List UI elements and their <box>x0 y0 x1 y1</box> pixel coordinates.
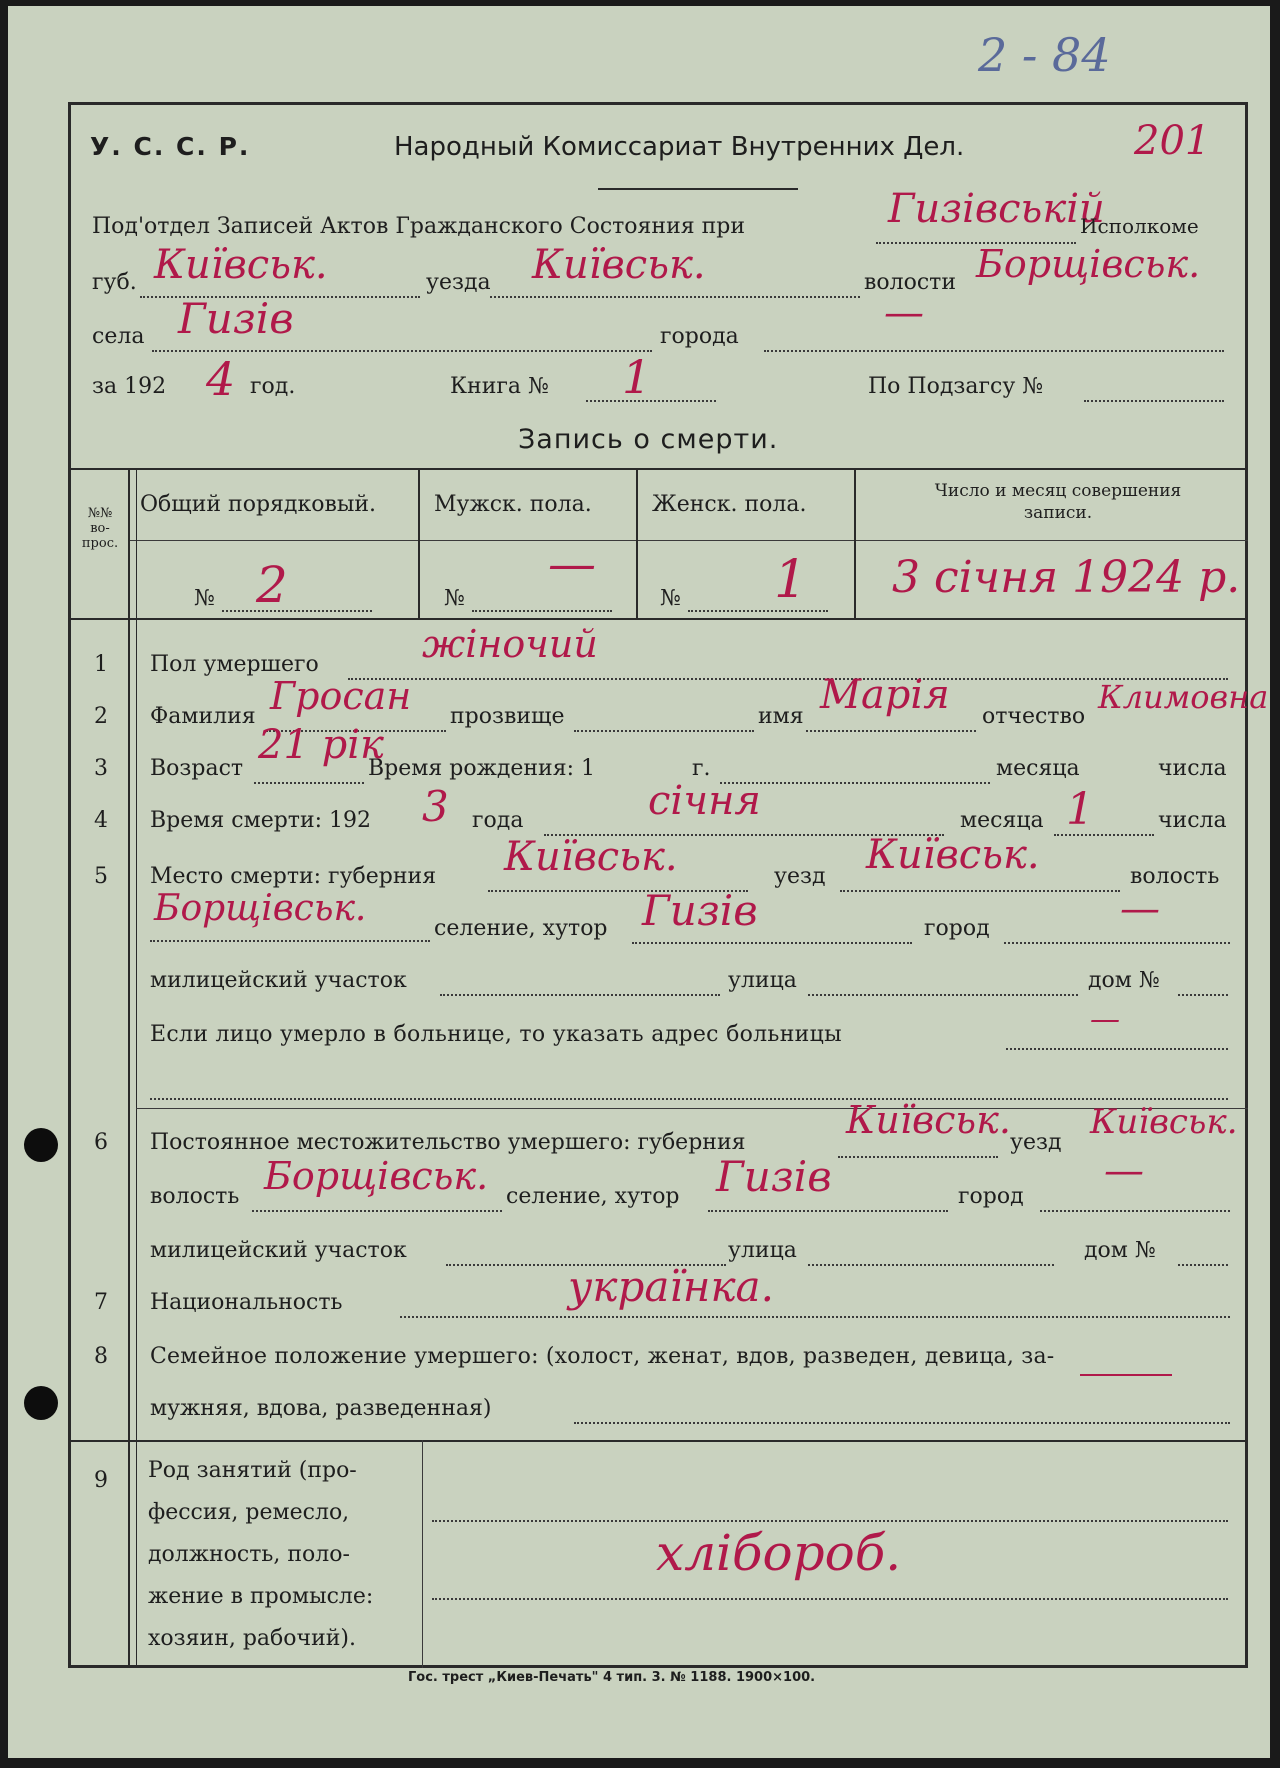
row-4-year: 3 <box>422 782 449 831</box>
row-2-nick-label: прозвище <box>450 704 565 729</box>
row-5-num: 5 <box>94 864 108 889</box>
row-3-g-label: г. <box>692 756 711 781</box>
th-q-no: №№ во- прос. <box>81 506 119 551</box>
row-6-gorod-line <box>1040 1210 1230 1212</box>
row-6-gorod: — <box>1104 1148 1144 1194</box>
row-6-dom-line <box>1178 1264 1228 1266</box>
row-9-line-2: фессия, ремесло, <box>148 1500 350 1525</box>
row-6-label: Постоянное местожительство умершего: губерния <box>150 1130 746 1155</box>
row-2-nick-line <box>574 730 754 732</box>
row-5-milit-label: милицейский участок <box>150 968 407 993</box>
gorod-line <box>764 350 1224 352</box>
row-3-label: Возраст <box>150 756 244 781</box>
row-7-num: 7 <box>94 1290 108 1315</box>
row-6-num: 6 <box>94 1130 108 1155</box>
row-9-rule <box>68 1440 1248 1442</box>
row-5-volost-label: волость <box>1130 864 1220 889</box>
podzags-line <box>1084 400 1224 402</box>
row-5-uezd: Київськ. <box>866 832 1040 878</box>
row-6-selo-line <box>708 1210 948 1212</box>
printer-imprint: Гос. трест „Киев-Печать" 4 тип. 3. № 1188. 1900×100. <box>408 1670 816 1685</box>
row-3-month-label: месяца <box>996 756 1080 781</box>
row-1-num: 1 <box>94 652 108 677</box>
row-8-label-1: Семейное положение умершего: (холост, женат, вдов, разведен, девица, за- <box>150 1344 1055 1369</box>
row-1-label: Пол умершего <box>150 652 319 677</box>
row-6-volost-label: волость <box>150 1184 240 1209</box>
row-6-gub-line <box>838 1156 998 1158</box>
row-3-birth-label: Время рождения: 1 <box>368 756 595 781</box>
row-6-volost-line <box>252 1210 502 1212</box>
row-9-line-5: хозяин, рабочий). <box>148 1626 356 1651</box>
row-9-line-3: должность, поло- <box>148 1542 350 1567</box>
punch-hole-top <box>24 1128 58 1162</box>
row-5-dom-label: дом № <box>1088 968 1160 993</box>
th-general: Общий порядковый. <box>140 492 377 517</box>
record-date-value: 3 січня 1924 р. <box>892 552 1241 603</box>
row-6-gorod-label: город <box>958 1184 1024 1209</box>
row-6-uezd: Київськ. <box>1090 1102 1238 1142</box>
row-9-line-4: жение в промысле: <box>148 1584 374 1609</box>
row-1-line <box>348 678 1228 680</box>
row-5-gorod-label: город <box>924 916 990 941</box>
row-8-label-2: мужняя, вдова, разведенная) <box>150 1396 492 1421</box>
no-male-label: № <box>444 586 465 611</box>
gorod-value: — <box>884 290 924 336</box>
row-2-surname: Гросан <box>270 674 412 718</box>
row-4-day-label: числа <box>1158 808 1227 833</box>
no-general-value: 2 <box>256 556 288 614</box>
row-7-label: Национальность <box>150 1290 343 1315</box>
row-5-hosp-line-2 <box>150 1098 1228 1100</box>
volost-value: Борщівськ. <box>976 242 1201 286</box>
row-3-age: 21 рік <box>258 722 384 768</box>
row-2-patr-label: отчество <box>982 704 1086 729</box>
uezd-label: уезда <box>426 270 491 295</box>
table-head-mid <box>128 540 1248 541</box>
volost-label: волости <box>864 270 957 295</box>
commissariat-title: Народный Комиссариат Внутренних Дел. <box>394 132 965 162</box>
col-div-1 <box>128 468 130 1668</box>
no-male-line <box>472 610 612 612</box>
row-1-value: жіночий <box>422 622 598 666</box>
row-2-name-line <box>806 730 976 732</box>
document-sheet <box>8 6 1270 1758</box>
row-6-uezd-label: уезд <box>1010 1130 1062 1155</box>
row-2-label: Фамилия <box>150 704 256 729</box>
table-bottom-rule <box>68 618 1248 620</box>
row-6-street-label: улица <box>728 1238 797 1263</box>
row-4-label: Время смерти: 192 <box>150 808 372 833</box>
no-male-value: — <box>548 536 596 592</box>
record-number: 201 <box>1134 118 1211 164</box>
row-2-num: 2 <box>94 704 108 729</box>
row-5-volost: Борщівськ. <box>154 888 367 929</box>
row-5-selo: Гизів <box>642 886 758 935</box>
row-6-gub: Київськ. <box>846 1098 1011 1142</box>
row-9-line-1: Род занятий (про- <box>148 1458 357 1483</box>
book-value: 1 <box>622 350 652 404</box>
row-4-num: 4 <box>94 808 108 833</box>
row-4-month-label: месяца <box>960 808 1044 833</box>
gub-label: губ. <box>92 270 137 295</box>
subdept-value: Гизівській <box>888 186 1105 232</box>
col-div-2 <box>418 468 420 618</box>
row-5-gorod: — <box>1120 886 1160 932</box>
row-6-milit-label: милицейский участок <box>150 1238 407 1263</box>
row-5-dom-line <box>1178 994 1228 996</box>
selo-label: села <box>92 324 145 349</box>
row-4-day: 1 <box>1066 784 1094 835</box>
row-9-value: хлібороб. <box>656 1524 902 1582</box>
th-male: Мужск. пола. <box>434 492 592 517</box>
selo-value: Гизів <box>178 294 294 343</box>
row-6-rule <box>136 1108 1248 1109</box>
year-label: за 192 <box>92 374 167 399</box>
no-general-label: № <box>194 586 215 611</box>
row-5-gub: Київськ. <box>504 834 678 880</box>
row-5-label: Место смерти: губерния <box>150 864 437 889</box>
row-5-uezd-line <box>840 890 1120 892</box>
row-6-selo-label: селение, хутор <box>506 1184 680 1209</box>
year-suffix: год. <box>250 374 296 399</box>
row-9-col-div <box>422 1440 423 1668</box>
row-7-value: українка. <box>568 1262 774 1311</box>
row-5-volost-line <box>150 940 430 942</box>
row-7-line <box>400 1316 1230 1318</box>
row-5-hosp-line-1 <box>1006 1048 1228 1050</box>
row-9-num: 9 <box>94 1468 108 1493</box>
row-9-write-line-1 <box>432 1520 1228 1522</box>
uezd-value: Київськ. <box>532 242 706 288</box>
col-div-1b <box>136 468 137 1668</box>
row-8-underline-devica <box>1080 1374 1172 1376</box>
punch-hole-bottom <box>24 1386 58 1420</box>
year-digit: 4 <box>206 352 236 406</box>
row-5-uezd-label: уезд <box>774 864 826 889</box>
book-label: Книга № <box>450 374 549 399</box>
header-rule <box>598 188 798 190</box>
row-4-year-suffix: года <box>472 808 524 833</box>
row-5-hosp-label: Если лицо умерло в больнице, то указать адрес больницы <box>150 1022 842 1047</box>
republic: У. С. С. Р. <box>90 132 251 161</box>
uezd-line <box>490 296 860 298</box>
col-div-3 <box>636 468 638 618</box>
row-5-street-label: улица <box>728 968 797 993</box>
row-5-selo-line <box>632 942 912 944</box>
form-title: Запись о смерти. <box>518 424 779 455</box>
table-top-rule <box>68 468 1248 470</box>
archive-number: 2 - 84 <box>978 28 1111 82</box>
row-6-street-line <box>808 1264 1054 1266</box>
row-2-patr: Климовна <box>1098 678 1269 716</box>
row-3-num: 3 <box>94 756 108 781</box>
ispolkom-label: Исполкоме <box>1080 214 1199 238</box>
no-female-line <box>688 610 828 612</box>
row-5-street-line <box>808 994 1078 996</box>
th-date: Число и месяц совершения записи. <box>934 481 1182 523</box>
row-3-day-label: числа <box>1158 756 1227 781</box>
row-2-name-label: имя <box>758 704 804 729</box>
col-div-4 <box>854 468 856 618</box>
subdept-label: Под'отдел Записей Актов Гражданского Состояния при <box>92 214 746 239</box>
gub-value: Київськ. <box>154 242 328 288</box>
row-6-volost: Борщівськ. <box>264 1154 489 1198</box>
row-5-gorod-line <box>1004 942 1230 944</box>
row-2-name: Марія <box>820 672 950 718</box>
th-female: Женск. пола. <box>652 492 807 517</box>
row-4-month: січня <box>648 778 761 824</box>
no-female-value: 1 <box>774 550 808 610</box>
row-5-selo-label: селение, хутор <box>434 916 608 941</box>
row-5-milit-line <box>440 994 720 996</box>
row-8-num: 8 <box>94 1344 108 1369</box>
podzags-label: По Подзагсу № <box>868 374 1044 399</box>
row-6-dom-label: дом № <box>1084 1238 1156 1263</box>
row-5-hosp-value: — <box>1090 1002 1120 1037</box>
row-3-age-line <box>254 782 364 784</box>
row-8-line <box>574 1422 1230 1424</box>
gorod-label: города <box>660 324 739 349</box>
no-female-label: № <box>660 586 681 611</box>
no-general-line <box>222 610 372 612</box>
row-9-write-line-2 <box>432 1598 1228 1600</box>
row-6-selo: Гизів <box>716 1152 832 1201</box>
